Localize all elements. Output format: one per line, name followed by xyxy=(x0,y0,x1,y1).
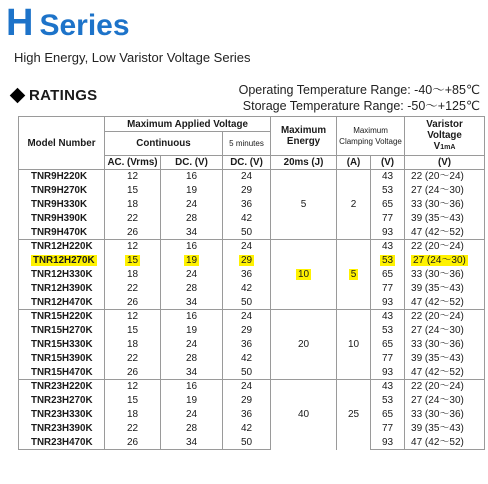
cell-dc-voltage: 16 xyxy=(161,310,223,324)
cell-varistor-voltage: 33 (30〜36) xyxy=(405,408,485,422)
table-row xyxy=(19,366,485,380)
table-row xyxy=(19,226,485,240)
cell-dc5-voltage: 42 xyxy=(223,212,271,226)
table-row xyxy=(19,198,485,212)
cell-clamp-voltage: 65 xyxy=(371,338,405,352)
cell-varistor-voltage: 22 (20〜24) xyxy=(405,170,485,184)
cell-clamp-voltage: 53 xyxy=(371,394,405,408)
ratings-heading xyxy=(12,87,98,104)
cell-clamp-voltage: 93 xyxy=(371,366,405,380)
cell-clamp-voltage: 43 xyxy=(371,240,405,254)
table-row xyxy=(19,170,485,184)
cell-model-number: TNR12H270K xyxy=(19,254,105,268)
cell-varistor-voltage: 22 (20〜24) xyxy=(405,240,485,254)
cell-clamp-amps: 10 xyxy=(337,310,371,380)
cell-ac-voltage: 22 xyxy=(105,422,161,436)
cell-clamp-voltage: 43 xyxy=(371,310,405,324)
cell-dc-voltage: 34 xyxy=(161,436,223,450)
cell-dc-voltage: 19 xyxy=(161,184,223,198)
cell-clamp-amps: 25 xyxy=(337,380,371,450)
cell-varistor-voltage: 39 (35〜43) xyxy=(405,282,485,296)
unit-dc5-v: DC. (V) xyxy=(223,156,271,170)
cell-ac-voltage: 15 xyxy=(105,254,161,268)
cell-varistor-voltage: 33 (30〜36) xyxy=(405,268,485,282)
cell-ac-voltage: 18 xyxy=(105,198,161,212)
cell-dc5-voltage: 42 xyxy=(223,352,271,366)
cell-dc-voltage: 34 xyxy=(161,226,223,240)
table-row xyxy=(19,268,485,282)
cell-varistor-voltage: 47 (42〜52) xyxy=(405,296,485,310)
cell-dc5-voltage: 50 xyxy=(223,296,271,310)
table-row xyxy=(19,240,485,254)
cell-dc5-voltage: 29 xyxy=(223,324,271,338)
cell-ac-voltage: 12 xyxy=(105,380,161,394)
cell-varistor-voltage: 27 (24〜30) xyxy=(405,254,485,268)
cell-dc-voltage: 28 xyxy=(161,212,223,226)
cell-dc5-voltage: 36 xyxy=(223,268,271,282)
cell-ac-voltage: 26 xyxy=(105,436,161,450)
cell-model-number: TNR12H330K xyxy=(19,268,105,282)
cell-dc-voltage: 16 xyxy=(161,380,223,394)
cell-model-number: TNR23H330K xyxy=(19,408,105,422)
header-max-energy: Maximum Energy xyxy=(271,117,337,156)
cell-varistor-voltage: 27 (24〜30) xyxy=(405,184,485,198)
cell-clamp-amps: 5 xyxy=(337,240,371,310)
cell-varistor-voltage: 22 (20〜24) xyxy=(405,310,485,324)
cell-dc-voltage: 19 xyxy=(161,394,223,408)
cell-dc5-voltage: 42 xyxy=(223,422,271,436)
cell-dc5-voltage: 29 xyxy=(223,394,271,408)
cell-varistor-voltage: 39 (35〜43) xyxy=(405,422,485,436)
cell-dc-voltage: 19 xyxy=(161,254,223,268)
cell-dc-voltage: 28 xyxy=(161,282,223,296)
cell-model-number: TNR15H470K xyxy=(19,366,105,380)
cell-dc5-voltage: 24 xyxy=(223,170,271,184)
cell-dc-voltage: 16 xyxy=(161,170,223,184)
cell-model-number: TNR15H270K xyxy=(19,324,105,338)
table-row xyxy=(19,408,485,422)
table-row xyxy=(19,436,485,450)
cell-dc5-voltage: 42 xyxy=(223,282,271,296)
cell-varistor-voltage: 27 (24〜30) xyxy=(405,324,485,338)
ratings-table-container xyxy=(18,116,484,450)
cell-varistor-voltage: 39 (35〜43) xyxy=(405,212,485,226)
series-word: Series xyxy=(39,9,130,42)
cell-dc5-voltage: 50 xyxy=(223,436,271,450)
ratings-title: RATINGS xyxy=(29,87,98,104)
cell-ac-voltage: 26 xyxy=(105,226,161,240)
cell-dc-voltage: 16 xyxy=(161,240,223,254)
table-row xyxy=(19,282,485,296)
cell-ac-voltage: 26 xyxy=(105,296,161,310)
table-row xyxy=(19,296,485,310)
cell-model-number: TNR9H470K xyxy=(19,226,105,240)
cell-dc5-voltage: 36 xyxy=(223,198,271,212)
cell-dc5-voltage: 24 xyxy=(223,240,271,254)
unit-energy-j: 20ms (J) xyxy=(271,156,337,170)
cell-model-number: TNR15H220K xyxy=(19,310,105,324)
diamond-bullet-icon xyxy=(10,88,26,104)
cell-dc-voltage: 28 xyxy=(161,352,223,366)
cell-varistor-voltage: 22 (20〜24) xyxy=(405,380,485,394)
cell-dc5-voltage: 29 xyxy=(223,184,271,198)
cell-clamp-voltage: 77 xyxy=(371,352,405,366)
cell-model-number: TNR9H220K xyxy=(19,170,105,184)
cell-model-number: TNR23H270K xyxy=(19,394,105,408)
table-row xyxy=(19,184,485,198)
cell-varistor-voltage: 27 (24〜30) xyxy=(405,394,485,408)
cell-dc-voltage: 19 xyxy=(161,324,223,338)
cell-dc5-voltage: 50 xyxy=(223,366,271,380)
header-max-clamping-voltage: Maximum Clamping Voltage xyxy=(337,117,405,156)
cell-dc5-voltage: 36 xyxy=(223,338,271,352)
operating-temperature: Operating Temperature Range: -40〜+85℃ xyxy=(238,83,480,97)
cell-clamp-voltage: 93 xyxy=(371,436,405,450)
cell-dc5-voltage: 24 xyxy=(223,310,271,324)
cell-model-number: TNR12H390K xyxy=(19,282,105,296)
table-header xyxy=(19,117,485,170)
cell-dc5-voltage: 36 xyxy=(223,408,271,422)
cell-max-energy: 40 xyxy=(271,380,337,450)
cell-dc-voltage: 24 xyxy=(161,198,223,212)
cell-clamp-voltage: 53 xyxy=(371,184,405,198)
unit-amps: (A) xyxy=(337,156,371,170)
cell-model-number: TNR12H470K xyxy=(19,296,105,310)
storage-temperature: Storage Temperature Range: -50〜+125℃ xyxy=(242,99,480,113)
cell-clamp-voltage: 43 xyxy=(371,170,405,184)
header-model-number: Model Number xyxy=(19,117,105,170)
table-row xyxy=(19,394,485,408)
table-row xyxy=(19,338,485,352)
header-continuous: Continuous xyxy=(105,132,223,156)
cell-ac-voltage: 15 xyxy=(105,324,161,338)
cell-ac-voltage: 12 xyxy=(105,170,161,184)
cell-model-number: TNR12H220K xyxy=(19,240,105,254)
table-body xyxy=(19,170,485,450)
cell-ac-voltage: 22 xyxy=(105,212,161,226)
cell-dc5-voltage: 24 xyxy=(223,380,271,394)
header-varistor-voltage: Varistor Voltage V1mA xyxy=(405,117,485,156)
cell-dc5-voltage: 29 xyxy=(223,254,271,268)
cell-dc5-voltage: 50 xyxy=(223,226,271,240)
cell-ac-voltage: 12 xyxy=(105,310,161,324)
ratings-table xyxy=(18,116,485,450)
cell-ac-voltage: 22 xyxy=(105,352,161,366)
cell-dc-voltage: 28 xyxy=(161,422,223,436)
table-row xyxy=(19,310,485,324)
temperature-ranges xyxy=(239,82,480,114)
cell-ac-voltage: 18 xyxy=(105,408,161,422)
cell-clamp-voltage: 77 xyxy=(371,422,405,436)
cell-ac-voltage: 12 xyxy=(105,240,161,254)
cell-dc-voltage: 34 xyxy=(161,366,223,380)
cell-model-number: TNR15H330K xyxy=(19,338,105,352)
cell-model-number: TNR23H390K xyxy=(19,422,105,436)
cell-ac-voltage: 26 xyxy=(105,366,161,380)
unit-ac-vrms: AC. (Vrms) xyxy=(105,156,161,170)
cell-max-energy: 20 xyxy=(271,310,337,380)
table-row xyxy=(19,422,485,436)
cell-clamp-voltage: 77 xyxy=(371,212,405,226)
cell-varistor-voltage: 47 (42〜52) xyxy=(405,436,485,450)
cell-clamp-voltage: 65 xyxy=(371,198,405,212)
cell-clamp-voltage: 53 xyxy=(371,254,405,268)
cell-clamp-voltage: 65 xyxy=(371,268,405,282)
table-row xyxy=(19,380,485,394)
cell-varistor-voltage: 47 (42〜52) xyxy=(405,366,485,380)
cell-varistor-voltage: 33 (30〜36) xyxy=(405,198,485,212)
cell-model-number: TNR9H330K xyxy=(19,198,105,212)
series-subtitle: High Energy, Low Varistor Voltage Series xyxy=(14,50,251,65)
series-title xyxy=(6,3,130,43)
cell-max-energy: 5 xyxy=(271,170,337,240)
cell-varistor-voltage: 47 (42〜52) xyxy=(405,226,485,240)
cell-ac-voltage: 18 xyxy=(105,268,161,282)
cell-clamp-voltage: 93 xyxy=(371,226,405,240)
cell-model-number: TNR9H270K xyxy=(19,184,105,198)
table-row xyxy=(19,254,485,268)
cell-dc-voltage: 24 xyxy=(161,408,223,422)
unit-varistor-v: (V) xyxy=(405,156,485,170)
cell-model-number: TNR9H390K xyxy=(19,212,105,226)
cell-ac-voltage: 22 xyxy=(105,282,161,296)
cell-dc-voltage: 24 xyxy=(161,338,223,352)
cell-ac-voltage: 15 xyxy=(105,184,161,198)
cell-model-number: TNR15H390K xyxy=(19,352,105,366)
cell-clamp-voltage: 43 xyxy=(371,380,405,394)
cell-dc-voltage: 34 xyxy=(161,296,223,310)
unit-clamp-v: (V) xyxy=(371,156,405,170)
cell-model-number: TNR23H220K xyxy=(19,380,105,394)
cell-ac-voltage: 15 xyxy=(105,394,161,408)
cell-dc-voltage: 24 xyxy=(161,268,223,282)
cell-clamp-amps: 2 xyxy=(337,170,371,240)
cell-clamp-voltage: 53 xyxy=(371,324,405,338)
table-row xyxy=(19,324,485,338)
cell-clamp-voltage: 65 xyxy=(371,408,405,422)
header-max-applied-voltage: Maximum Applied Voltage xyxy=(105,117,271,132)
series-letter: H xyxy=(6,2,34,44)
cell-model-number: TNR23H470K xyxy=(19,436,105,450)
table-row xyxy=(19,352,485,366)
header-five-minutes: 5 minutes xyxy=(223,132,271,156)
cell-clamp-voltage: 77 xyxy=(371,282,405,296)
unit-dc-v: DC. (V) xyxy=(161,156,223,170)
table-row xyxy=(19,212,485,226)
cell-max-energy: 10 xyxy=(271,240,337,310)
cell-ac-voltage: 18 xyxy=(105,338,161,352)
cell-varistor-voltage: 33 (30〜36) xyxy=(405,338,485,352)
cell-varistor-voltage: 39 (35〜43) xyxy=(405,352,485,366)
cell-clamp-voltage: 93 xyxy=(371,296,405,310)
